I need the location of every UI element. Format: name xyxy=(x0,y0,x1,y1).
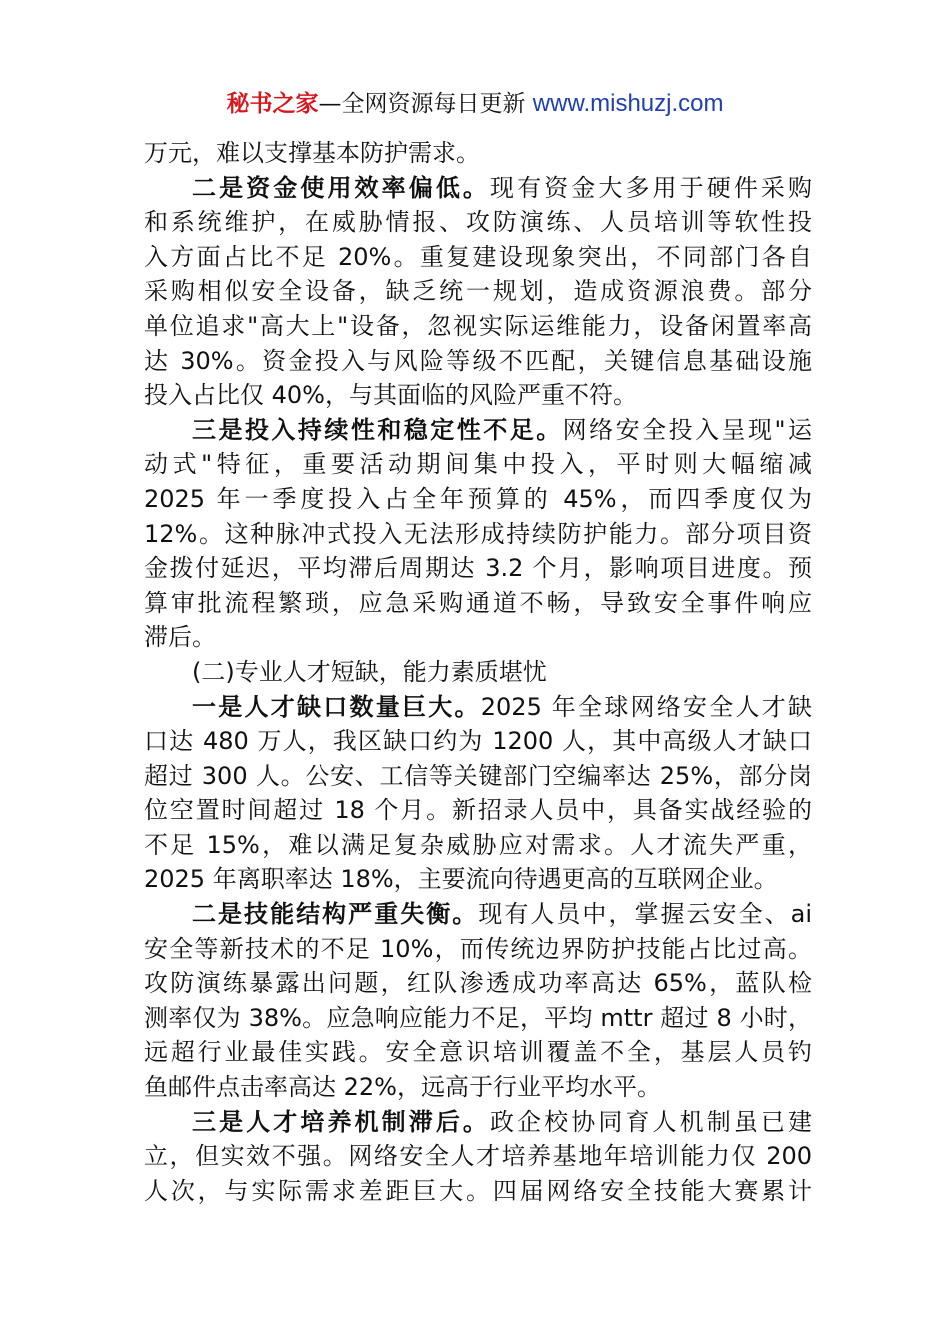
text-line xyxy=(144,655,812,690)
line-text: 鱼邮件点击率高达 22%，远高于行业平均水平。 xyxy=(144,1073,661,1102)
text-line xyxy=(144,1035,812,1070)
line-text: 网络安全投入呈现"运 xyxy=(562,415,812,444)
line-text: 超过 300 人。公安、工信等关键部门空编率达 25%，部分岗 xyxy=(144,761,812,790)
paragraph-start-line xyxy=(144,690,812,725)
text-line xyxy=(144,1001,812,1036)
paragraph-start-line xyxy=(144,1105,812,1140)
text-line xyxy=(144,828,812,863)
line-text: 采购相似安全设备，缺乏统一规划，造成资源浪费。部分 xyxy=(144,277,812,306)
paragraph-start-line xyxy=(144,171,812,206)
line-text: 远超行业最佳实践。安全意识培训覆盖不全，基层人员钓 xyxy=(144,1038,812,1067)
text-line xyxy=(144,309,812,344)
line-text: 滞后。 xyxy=(144,623,216,652)
line-text: 金拨付延迟，平均滞后周期达 3.2 个月，影响项目进度。预 xyxy=(144,554,812,583)
site-brand: 秘书之家 xyxy=(226,91,319,117)
text-line xyxy=(144,759,812,794)
line-text: 攻防演练暴露出问题，红队渗透成功率高达 65%，蓝队检 xyxy=(144,969,812,998)
line-text: 测率仅为 38%。应急响应能力不足，平均 mttr 超过 8 小时， xyxy=(144,1003,812,1032)
paragraph-start-line xyxy=(144,413,812,448)
text-line xyxy=(144,447,812,482)
text-line xyxy=(144,274,812,309)
site-header xyxy=(0,88,950,120)
line-text: 单位追求"高大上"设备，忽视实际运维能力，设备闲置率高 xyxy=(144,311,812,340)
text-line xyxy=(144,136,812,171)
text-line xyxy=(144,482,812,517)
paragraph-lead-heading: 三是人才培养机制滞后。 xyxy=(192,1107,490,1136)
line-text: 投入占比仅 40%，与其面临的风险严重不符。 xyxy=(144,381,637,410)
text-line xyxy=(144,205,812,240)
text-line xyxy=(144,932,812,967)
line-text: 12%。这种脉冲式投入无法形成持续防护能力。部分项目资 xyxy=(144,519,812,548)
paragraph-start-line xyxy=(144,897,812,932)
text-line xyxy=(144,240,812,275)
line-text: 和系统维护，在威胁情报、攻防演练、人员培训等软性投 xyxy=(144,208,812,237)
site-url-link[interactable]: www.mishuzj.com xyxy=(532,90,724,117)
line-text: 政企校协同育人机制虽已建 xyxy=(490,1107,812,1136)
line-text: 2025 年离职率达 18%，主要流向待遇更高的互联网企业。 xyxy=(144,865,778,894)
text-line xyxy=(144,1139,812,1174)
line-text: 不足 15%，难以满足复杂威胁应对需求。人才流失严重， xyxy=(144,830,812,859)
text-line xyxy=(144,862,812,897)
line-text: 口达 480 万人，我区缺口约为 1200 人，其中高级人才缺口 xyxy=(144,727,812,756)
document-body xyxy=(144,136,812,1208)
line-text: 2025 年一季度投入占全年预算的 45%，而四季度仅为 xyxy=(144,484,812,513)
line-text: 达 30%。资金投入与风险等级不匹配，关键信息基础设施 xyxy=(144,346,812,375)
paragraph-lead-heading: 二是技能结构严重失衡。 xyxy=(192,900,479,929)
line-text: 现有资金大多用于硬件采购 xyxy=(490,173,812,202)
text-line xyxy=(144,551,812,586)
text-line xyxy=(144,793,812,828)
text-line xyxy=(144,586,812,621)
text-line xyxy=(144,724,812,759)
text-line xyxy=(144,517,812,552)
text-line xyxy=(144,1174,812,1209)
line-text: 立，但实效不强。网络安全人才培养基地年培训能力仅 200 xyxy=(144,1142,812,1171)
line-text: 入方面占比不足 20%。重复建设现象突出，不同部门各自 xyxy=(144,242,812,271)
paragraph-lead-heading: 二是资金使用效率偏低。 xyxy=(192,173,490,202)
line-text: 动式"特征，重要活动期间集中投入，平时则大幅缩减 xyxy=(144,450,812,479)
text-line xyxy=(144,344,812,379)
text-line xyxy=(144,966,812,1001)
line-text: (二)专业人才短缺，能力素质堪忧 xyxy=(192,657,547,686)
paragraph-lead-heading: 三是投入持续性和稳定性不足。 xyxy=(192,415,563,444)
text-line xyxy=(144,620,812,655)
line-text: 位空置时间超过 18 个月。新招录人员中，具备实战经验的 xyxy=(144,796,812,825)
paragraph-lead-heading: 一是人才缺口数量巨大。 xyxy=(192,692,481,721)
line-text: 人次，与实际需求差距巨大。四届网络安全技能大赛累计 xyxy=(144,1176,812,1205)
line-text: 万元，难以支撑基本防护需求。 xyxy=(144,139,480,167)
line-text: 算审批流程繁琐，应急采购通道不畅，导致安全事件响应 xyxy=(144,588,812,617)
site-tagline: —全网资源每日更新 xyxy=(318,91,526,117)
line-text: 现有人员中，掌握云安全、ai xyxy=(478,900,812,929)
line-text: 2025 年全球网络安全人才缺 xyxy=(480,692,812,721)
text-line xyxy=(144,1070,812,1105)
line-text: 安全等新技术的不足 10%，而传统边界防护技能占比过高。 xyxy=(144,934,812,963)
text-line xyxy=(144,378,812,413)
